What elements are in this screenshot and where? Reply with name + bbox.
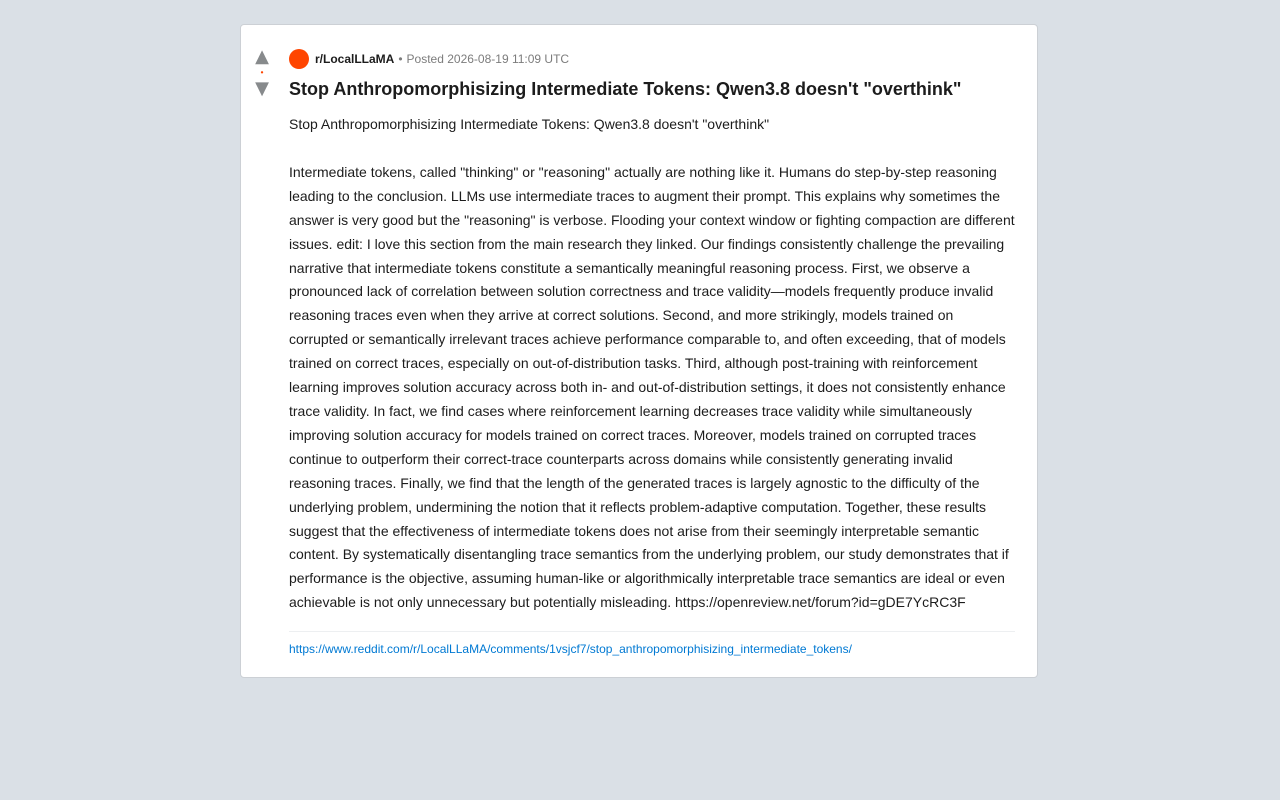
subreddit-avatar[interactable] — [289, 49, 309, 69]
upvote-icon[interactable]: ▲ — [255, 46, 269, 67]
post-body — [289, 113, 1015, 615]
downvote-icon[interactable]: ▼ — [255, 78, 269, 99]
post-permalink[interactable]: https://www.reddit.com/r/LocalLLaMA/comments/1vsjcf7/stop_anthropomorphisizing_intermediate_tokens/ — [289, 642, 852, 657]
post-timestamp: Posted 2026-08-19 11:09 UTC — [406, 52, 570, 66]
post-content — [289, 49, 1015, 657]
meta-separator: • — [398, 52, 403, 66]
vote-column — [241, 47, 283, 99]
subreddit-link[interactable]: r/LocalLLaMA — [315, 52, 395, 66]
post-body-paragraph: Stop Anthropomorphisizing Intermediate Tokens: Qwen3.8 doesn't "overthink" — [289, 116, 770, 132]
post-card — [240, 24, 1038, 678]
divider — [289, 631, 1015, 632]
post-body-paragraph: Intermediate tokens, called "thinking" or "reasoning" actually are nothing like it. Humans do step-by-step reasoning leading to the conclusion. LLMs use intermediate traces to augment their prompt. This explains why sometimes the answer is very good but the "reasoning" is verbose. Flooding your context window or fighting compaction are different issues. edit: I love this section from the main research they linked. Our findings consistently challenge the prevailing narrative that intermediate tokens constitute a semantically meaningful reasoning process. First, we observe a pronounced lack of correlation between solution correctness and trace validity—models frequently produce invalid reasoning traces even when they arrive at correct solutions. Second, and more strikingly, models trained on corrupted or semantically irrelevant traces achieve performance comparable to, and often exceeding, that of models trained on correct traces, especially on out-of-distribution tasks. Third, although post-training with reinforcement learning improves solution accuracy across both in- and out-of-distribution settings, it does not consistently enhance trace validity. In fact, we find cases where reinforcement learning decreases trace validity while simultaneously improving solution accuracy for models trained on correct traces. Moreover, models trained on corrupted traces continue to outperform their correct-trace counterparts across domains while consistently generating invalid reasoning traces. Finally, we find that the length of the generated traces is largely agnostic to the difficulty of the underlying problem, undermining the notion that it reflects problem-adaptive computation. Together, these results suggest that the effectiveness of intermediate tokens does not arise from their seemingly interpretable semantic content. By systematically disentangling trace semantics from the underlying problem, our study demonstrates that if performance is the objective, assuming human-like or algorithmically interpretable trace semantics are ideal or even achievable is not only unnecessary but potentially misleading. https://openreview.net/forum?id=gDE7YcRC3F — [289, 163, 1015, 611]
post-meta — [289, 49, 1015, 69]
vote-score: • — [260, 68, 264, 77]
post-title[interactable]: Stop Anthropomorphisizing Intermediate Tokens: Qwen3.8 doesn't "overthink" — [289, 79, 962, 99]
